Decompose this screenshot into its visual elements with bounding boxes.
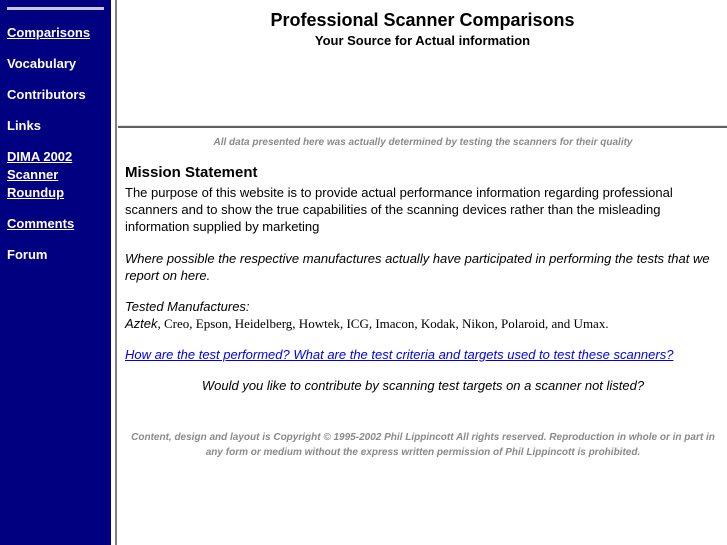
sidebar-item-forum[interactable]: Forum — [7, 247, 48, 262]
tested-manufactures-list — [125, 315, 721, 332]
sidebar-item-contributors[interactable]: Contributors — [7, 87, 86, 102]
sidebar-item-vocabulary[interactable]: Vocabulary — [7, 56, 77, 71]
main-content — [125, 128, 721, 460]
sidebar-rule — [7, 7, 104, 10]
vertical-divider — [111, 0, 117, 545]
mission-heading: Mission Statement — [125, 164, 258, 181]
participation-text: Where possible the respective manufactures actually have participated in performing the tests that we report on here. — [125, 251, 710, 283]
mission-body: The purpose of this website is to provide actual performance information regarding professional scanners and to show the true capabilities of the scanning devices rather than the misleading information supplied by marketing — [125, 185, 673, 234]
sidebar — [0, 0, 111, 545]
tested-manufactures-label: Tested Manufactures: — [125, 299, 250, 314]
tested-other-manufacturers: , Creo, Epson, Heidelberg, Howtek, ICG, Imacon, Kodak, Nikon, Polaroid, and Umax. — [157, 316, 609, 331]
copyright-notice: Content, design and layout is Copyright © 1995-2002 Phil Lippincott All rights reserved. Reproduction in whole or in part in any form or medium without the express written permission of Phil Lippincott is prohibited. — [131, 432, 715, 458]
contribute-text: Would you like to contribute by scanning test targets on a scanner not listed? — [201, 378, 645, 393]
page-subtitle: Your Source for Actual information — [314, 33, 531, 48]
page-header — [118, 0, 727, 126]
testing-note: All data presented here was actually determined by testing the scanners for their quality — [213, 137, 633, 148]
sidebar-item-comments[interactable]: Comments — [7, 216, 75, 231]
sidebar-nav — [7, 24, 107, 277]
sidebar-item-dima-2002-scanner-roundup[interactable]: DIMA 2002 Scanner Roundup — [7, 149, 73, 200]
page-title: Professional Scanner Comparisons — [270, 10, 575, 30]
tested-first-manufacturer: Aztek — [125, 316, 158, 331]
test-criteria-link[interactable]: How are the test performed? What are the test criteria and targets used to test these scanners? — [125, 347, 674, 362]
sidebar-item-links[interactable]: Links — [7, 118, 41, 133]
sidebar-item-comparisons[interactable]: Comparisons — [7, 25, 91, 40]
